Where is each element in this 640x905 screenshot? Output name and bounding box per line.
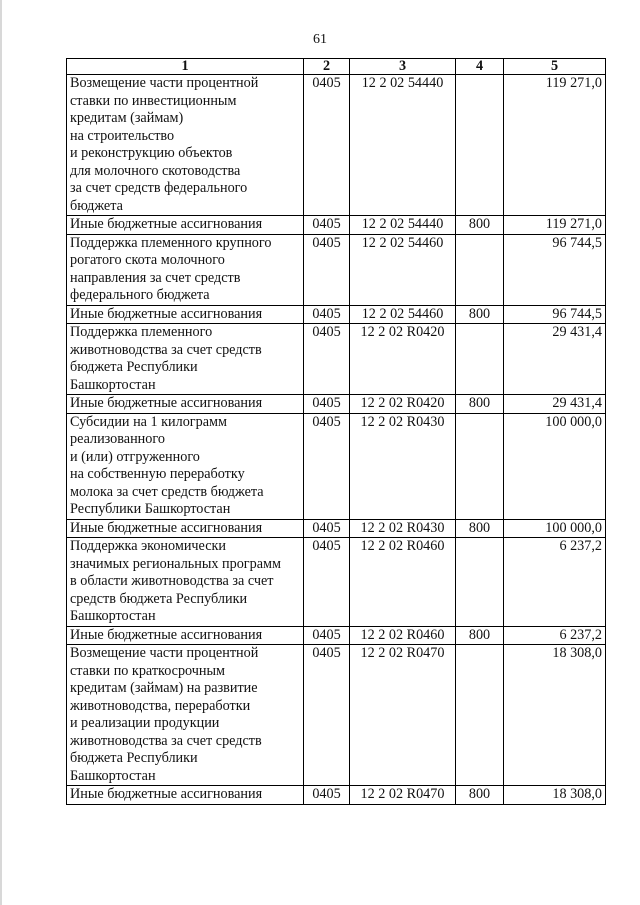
row-csr: 12 2 02 R0470 xyxy=(350,645,456,786)
table-row xyxy=(67,626,606,645)
row-sum: 6 237,2 xyxy=(504,538,606,627)
table-row xyxy=(67,305,606,324)
table-row xyxy=(67,645,606,786)
row-name: Возмещение части процентной ставки по краткосрочным кредитам (займам) на развитие животноводства, переработки и реализации продукции животноводства за счет средств бюджета Республики Башкортостан xyxy=(67,645,304,786)
row-sum: 6 237,2 xyxy=(504,626,606,645)
row-razdel: 0405 xyxy=(304,305,350,324)
row-razdel: 0405 xyxy=(304,234,350,305)
row-name: Иные бюджетные ассигнования xyxy=(67,786,304,805)
row-sum: 18 308,0 xyxy=(504,645,606,786)
row-sum: 18 308,0 xyxy=(504,786,606,805)
row-vr xyxy=(456,324,504,395)
column-header-sum: 5 xyxy=(504,59,606,75)
row-csr: 12 2 02 R0460 xyxy=(350,538,456,627)
page-edge xyxy=(0,0,2,905)
row-vr xyxy=(456,538,504,627)
page-number: 61 xyxy=(313,32,327,47)
row-sum: 96 744,5 xyxy=(504,234,606,305)
row-csr: 12 2 02 R0460 xyxy=(350,626,456,645)
row-sum: 29 431,4 xyxy=(504,395,606,414)
row-razdel: 0405 xyxy=(304,538,350,627)
row-razdel: 0405 xyxy=(304,75,350,216)
row-csr: 12 2 02 R0420 xyxy=(350,395,456,414)
row-sum: 29 431,4 xyxy=(504,324,606,395)
row-name: Иные бюджетные ассигнования xyxy=(67,519,304,538)
column-header-csr: 3 xyxy=(350,59,456,75)
table-row xyxy=(67,538,606,627)
table-header-row xyxy=(67,59,606,75)
row-name: Поддержка экономически значимых региональных программ в области животноводства за счет средств бюджета Республики Башкортостан xyxy=(67,538,304,627)
row-csr: 12 2 02 54440 xyxy=(350,216,456,235)
row-razdel: 0405 xyxy=(304,626,350,645)
row-name: Иные бюджетные ассигнования xyxy=(67,305,304,324)
row-csr: 12 2 02 54460 xyxy=(350,305,456,324)
row-razdel: 0405 xyxy=(304,519,350,538)
row-name: Иные бюджетные ассигнования xyxy=(67,626,304,645)
row-name: Иные бюджетные ассигнования xyxy=(67,395,304,414)
row-csr: 12 2 02 R0430 xyxy=(350,413,456,519)
row-name: Возмещение части процентной ставки по инвестиционным кредитам (займам) на строительство и реконструкцию объектов для молочного скотоводства за счет средств федерального бюджета xyxy=(67,75,304,216)
row-sum: 119 271,0 xyxy=(504,75,606,216)
row-vr xyxy=(456,645,504,786)
row-razdel: 0405 xyxy=(304,786,350,805)
table-row xyxy=(67,324,606,395)
table-row xyxy=(67,413,606,519)
row-vr xyxy=(456,234,504,305)
row-csr: 12 2 02 54440 xyxy=(350,75,456,216)
row-sum: 96 744,5 xyxy=(504,305,606,324)
table-row xyxy=(67,786,606,805)
row-razdel: 0405 xyxy=(304,324,350,395)
row-vr: 800 xyxy=(456,305,504,324)
row-name: Субсидии на 1 килограмм реализованного и (или) отгруженного на собственную переработку молока за счет средств бюджета Республики Башкортостан xyxy=(67,413,304,519)
row-name: Поддержка племенного крупного рогатого скота молочного направления за счет средств федерального бюджета xyxy=(67,234,304,305)
row-vr: 800 xyxy=(456,216,504,235)
column-header-vr: 4 xyxy=(456,59,504,75)
row-razdel: 0405 xyxy=(304,645,350,786)
row-vr xyxy=(456,413,504,519)
budget-table xyxy=(66,58,606,805)
row-vr: 800 xyxy=(456,519,504,538)
row-sum: 100 000,0 xyxy=(504,519,606,538)
row-csr: 12 2 02 R0420 xyxy=(350,324,456,395)
table-row xyxy=(67,395,606,414)
table-row xyxy=(67,75,606,216)
row-vr: 800 xyxy=(456,786,504,805)
row-razdel: 0405 xyxy=(304,216,350,235)
row-razdel: 0405 xyxy=(304,413,350,519)
table-row xyxy=(67,216,606,235)
column-header-name: 1 xyxy=(67,59,304,75)
row-razdel: 0405 xyxy=(304,395,350,414)
table-row xyxy=(67,519,606,538)
row-sum: 100 000,0 xyxy=(504,413,606,519)
row-vr: 800 xyxy=(456,395,504,414)
row-name: Иные бюджетные ассигнования xyxy=(67,216,304,235)
row-vr xyxy=(456,75,504,216)
row-csr: 12 2 02 R0430 xyxy=(350,519,456,538)
table-row xyxy=(67,234,606,305)
row-name: Поддержка племенного животноводства за счет средств бюджета Республики Башкортостан xyxy=(67,324,304,395)
column-header-razdel: 2 xyxy=(304,59,350,75)
row-sum: 119 271,0 xyxy=(504,216,606,235)
row-vr: 800 xyxy=(456,626,504,645)
row-csr: 12 2 02 54460 xyxy=(350,234,456,305)
row-csr: 12 2 02 R0470 xyxy=(350,786,456,805)
